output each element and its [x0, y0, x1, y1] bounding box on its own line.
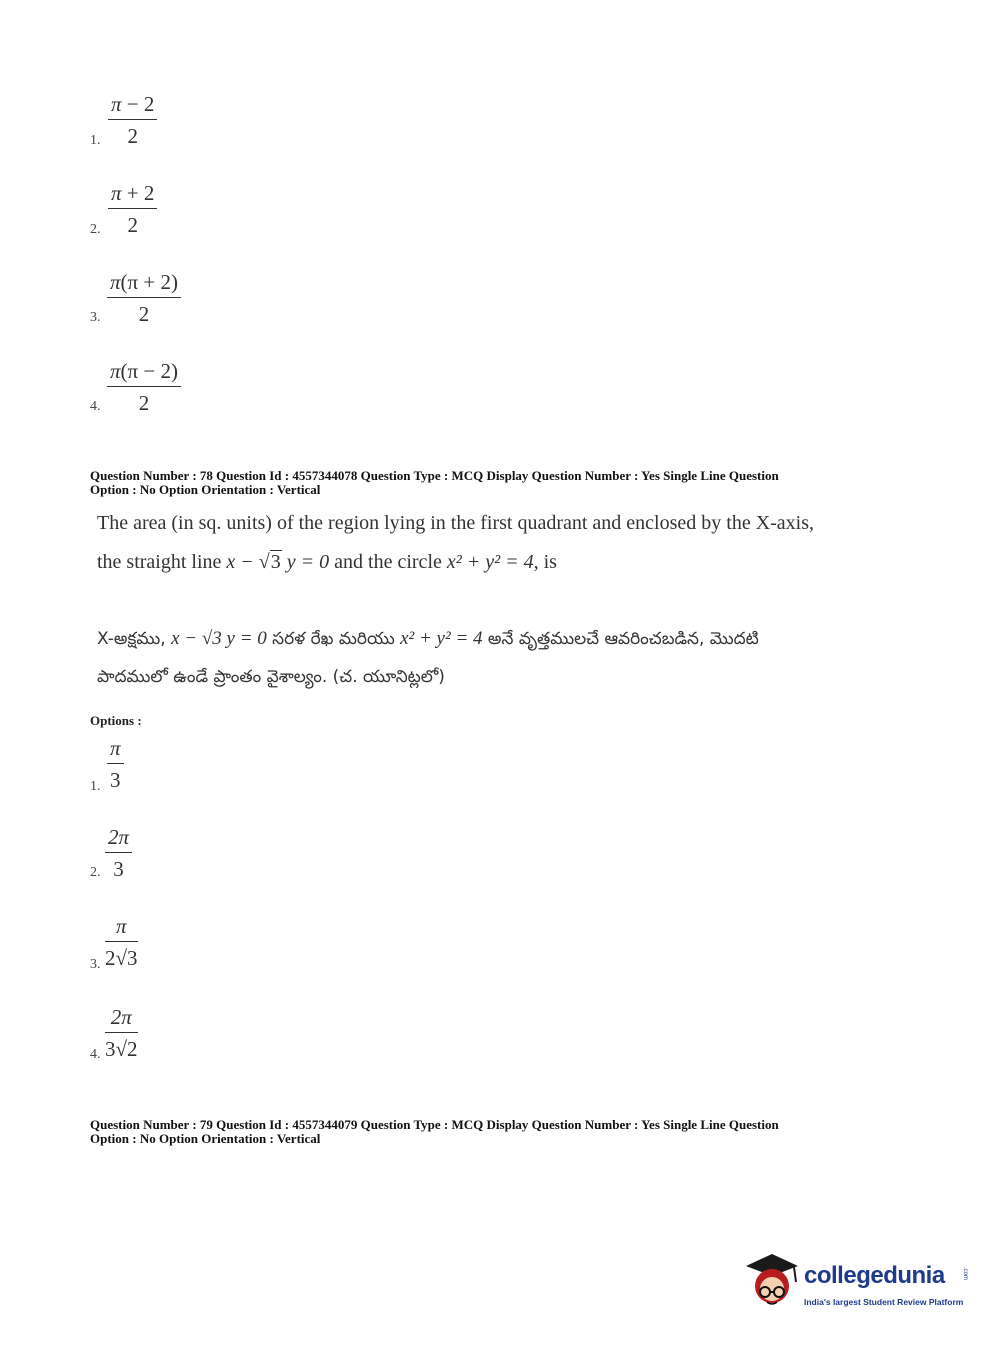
brand-name: collegedunia: [804, 1262, 945, 1289]
q78-option-1-denominator: 3: [110, 768, 121, 792]
prev-option-4-numerator: π(π − 2): [107, 359, 181, 387]
q78-option-3-fraction: [105, 914, 138, 971]
options-label: Options :: [90, 713, 142, 728]
q78-header: [90, 469, 890, 497]
q78-option-2-fraction: [105, 825, 132, 882]
q78-english-line2: the straight line x − √3 y = 0 and the circle x² + y² = 4, is: [97, 551, 557, 573]
q78-english-line1: The area (in sq. units) of the region lying in the first quadrant and enclosed by the X-axis,: [97, 512, 815, 534]
prev-option-3-number: 3.: [90, 310, 101, 325]
q79-header-line2: Option : No Option Orientation : Vertical: [90, 1131, 321, 1146]
q78-telugu-line2: పాదములో ఉండే ప్రాంతం వైశాల్యం. (చ. యూనిట్లలో): [97, 667, 445, 687]
q78-option-2-number: 2.: [90, 865, 101, 880]
prev-option-4-denominator: 2: [138, 391, 150, 415]
q78-option-3-number: 3.: [90, 957, 101, 972]
q78-option-2-denominator: 3: [113, 857, 124, 881]
prev-option-1-numerator: π − 2: [108, 92, 157, 120]
q78-option-3-numerator: π: [105, 914, 138, 942]
q78-header-line2: Option : No Option Orientation : Vertical: [90, 482, 321, 497]
collegedunia-logo[interactable]: [742, 1250, 972, 1320]
q78-option-1-numerator: π: [107, 736, 124, 764]
q78-option-2-numerator: 2π: [105, 825, 132, 853]
q78-header-line1: Question Number : 78 Question Id : 4557344078 Question Type : MCQ Display Question Number : Yes Single Line Question: [90, 468, 779, 483]
q78-option-4-denominator: 3√2: [105, 1037, 138, 1061]
prev-option-4-fraction: [107, 359, 181, 416]
mascot-icon: [742, 1252, 802, 1314]
q79-header: [90, 1118, 890, 1146]
prev-option-3-numerator: π(π + 2): [107, 270, 181, 298]
q78-option-4-numerator: 2π: [105, 1005, 138, 1033]
q78-telugu-line1: X-అక్షము, x − √3 y = 0 సరళ రేఖ మరియు x² + y² = 4 అనే వృత్తములచే ఆవరించబడిన, మొదటి: [97, 628, 759, 649]
prev-option-4-number: 4.: [90, 399, 101, 414]
prev-option-2-numerator: π + 2: [108, 181, 157, 209]
q78-option-4-fraction: [105, 1005, 138, 1062]
brand-suffix: .com: [962, 1267, 968, 1281]
prev-option-2-denominator: 2: [127, 213, 138, 237]
q79-header-line1: Question Number : 79 Question Id : 4557344079 Question Type : MCQ Display Question Number : Yes Single Line Question: [90, 1117, 779, 1132]
q78-option-1-number: 1.: [90, 779, 101, 794]
prev-option-1-number: 1.: [90, 133, 101, 148]
prev-option-2-fraction: [108, 181, 157, 238]
prev-option-1-fraction: [108, 92, 157, 149]
prev-option-2-number: 2.: [90, 222, 101, 237]
prev-option-3-denominator: 2: [138, 302, 150, 326]
prev-option-3-fraction: [107, 270, 181, 327]
q78-option-4-number: 4.: [90, 1047, 101, 1062]
brand-tagline: India's largest Student Review Platform: [804, 1297, 964, 1307]
prev-option-1-denominator: 2: [127, 124, 138, 148]
q78-option-1-fraction: [107, 736, 124, 793]
q78-option-3-denominator: 2√3: [105, 946, 138, 970]
